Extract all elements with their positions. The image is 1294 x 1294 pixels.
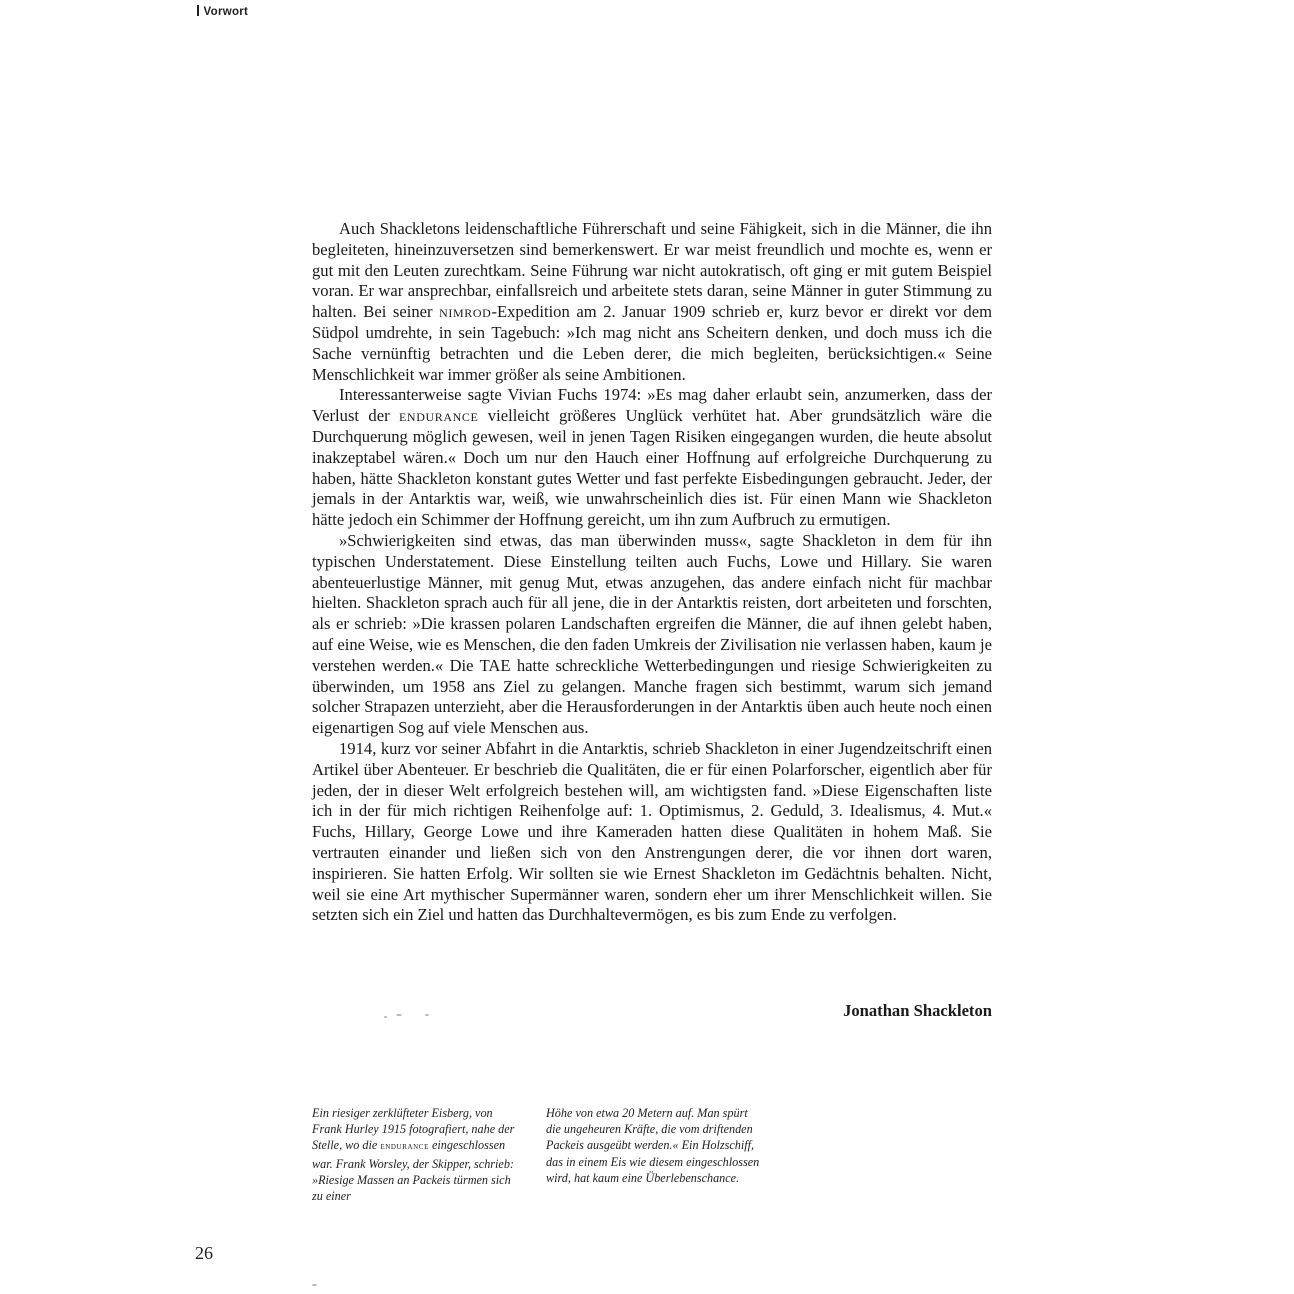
photo-caption-right: Höhe von etwa 20 Metern auf. Man spürt die ungeheuren Kräfte, die vom driftenden Packeis ausgeübt werden.« Ein Holzschiff, das in einem Eis wie diesem eingeschlossen wird, hat kaum eine Überlebenschance. — [546, 1106, 760, 1185]
paragraph-1 — [312, 219, 992, 385]
paragraph-2-part-a: Interessanterweise sagte Vivian Fuchs 1974: »Es mag daher erlaubt sein, anzumerken, dass der Verlust der — [312, 385, 992, 426]
paragraph-4: 1914, kurz vor seiner Abfahrt in die Antarktis, schrieb Shackleton in einer Jugendzeitschrift einen Artikel über Abenteuer. Er beschrieb die Qualitäten, die er für einen Polarforscher, eigentlich aber für jeden, der in dieser Welt erfolgreich bestehen will, am wichtigsten fand. »Diese Eigenschaften liste ich in der für mich richtigen Reihenfolge auf: 1. Optimismus, 2. Geduld, 3. Idealismus, 4. Mut.« Fuchs, Hillary, George Lowe und ihre Kameraden hatten diese Qualitäten in hohem Maß. Sie vertrauten einander und ließen sich von den Anstrengungen derer, die vor ihnen dort waren, inspirieren. Sie hatten Erfolg. Wir sollten sie wie Ernest Shackleton im Gedächtnis behalten. Nicht, weil sie eine Art mythischer Supermänner waren, sondern eher um ihrer Menschlichkeit willen. Sie setzten sich ein Ziel und hatten das Durchhaltevermögen, es bis zum Ende zu verfolgen. — [312, 738, 992, 925]
caption-left-part-b: eingeschlossen war. Frank Worsley, der Skipper, schrieb: »Riesige Massen an Packeis türmen sich zu einer — [312, 1138, 514, 1204]
ship-name-endurance: endurance — [399, 406, 479, 426]
photo-caption-left — [312, 1105, 524, 1204]
caption-left-part-a: Ein riesiger zerklüfteter Eisberg, von Frank Hurley 1915 fotografiert, nahe der Stelle, wo die — [312, 1106, 515, 1153]
paragraph-2 — [312, 385, 992, 531]
body-text — [312, 219, 992, 926]
paragraph-1-part-b: -Expedition am 2. Januar 1909 schrieb er, kurz bevor er direkt vor dem Südpol umdrehte, in sein Tagebuch: »Ich mag nicht ans Scheitern denken, und doch muss ich die Sache vernünftig betrachten und die Leben derer, die mich begleiten, berücksichtigen.« Seine Menschlichkeit war immer größer als seine Ambitionen. — [312, 302, 992, 384]
paragraph-3: »Schwierigkeiten sind etwas, das man überwinden muss«, sagte Shackleton in dem für ihn typischen Understatement. Diese Einstellung teilten auch Fuchs, Lowe und Hillary. Sie waren abenteuerlustige Männer, mit genug Mut, etwas anzugehen, das andere einfach nicht für machbar hielten. Shackleton sprach auch für all jene, die in der Antarktis reisten, dort arbeiteten und forschten, als er schrieb: »Die krassen polaren Landschaften ergreifen die Männer, die auf ihnen gelebt haben, auf eine Weise, wie es Menschen, die den faden Umkreis der Zivilisation nie verlassen haben, kaum je verstehen werden.« Die TAE hatte schreckliche Wetterbedingungen und riesige Schwierigkeiten zu überwinden, um 1958 ans Ziel zu gelangen. Manche fragen sich bestimmt, warum sich jemand solcher Strapazen unterzieht, aber die Herausforderungen in der Antarktis üben auch heute noch einen eigenartigen Sog auf viele Menschen aus. — [312, 530, 992, 738]
caption-ship-name: endurance — [380, 1141, 429, 1153]
ship-name-nimrod: nimrod — [439, 302, 492, 322]
print-speck — [384, 1016, 387, 1018]
paragraph-2-part-b: vielleicht größeres Unglück verhütet hat. Aber grundsätzlich wäre die Durchquerung möglich gewesen, weil in jenen Tagen Risiken eingegangen wurden, die heute absolut inakzeptabel wären.« Doch um nur den Hauch einer Hoffnung auf erfolgreiche Durchquerung zu haben, hätte Shackleton konstant gutes Wetter und fast perfekte Eisbedingungen gebraucht. Jeder, der jemals in der Antarktis war, weiß, wie unwahrscheinlich dies ist. Für einen Mann wie Shackleton hätte jedoch ein Schimmer der Hoffnung gereicht, um ihn zum Aufbruch zu ermutigen. — [312, 406, 992, 530]
running-head — [197, 5, 248, 18]
print-speck — [425, 1014, 429, 1016]
running-head-rule — [197, 5, 199, 16]
author-signature: Jonathan Shackleton — [843, 1001, 992, 1020]
running-head-title: Vorwort — [203, 6, 249, 18]
page-number: 26 — [195, 1243, 213, 1263]
print-speck — [312, 1284, 317, 1286]
paragraph-1-part-a: Auch Shackletons leidenschaftliche Führerschaft und seine Fähigkeit, sich in die Männer, die ihn begleiteten, hineinzuversetzen sind bemerkenswert. Er war meist freundlich und mochte es, wenn er gut mit den Leuten zurechtkam. Seine Führung war nicht autokratisch, oft ging er mit gutem Beispiel voran. Er war ansprechbar, einfallsreich und arbeitete stets daran, seine Männer in guter Stimmung zu halten. Bei seiner — [312, 219, 992, 322]
print-speck — [396, 1014, 402, 1016]
